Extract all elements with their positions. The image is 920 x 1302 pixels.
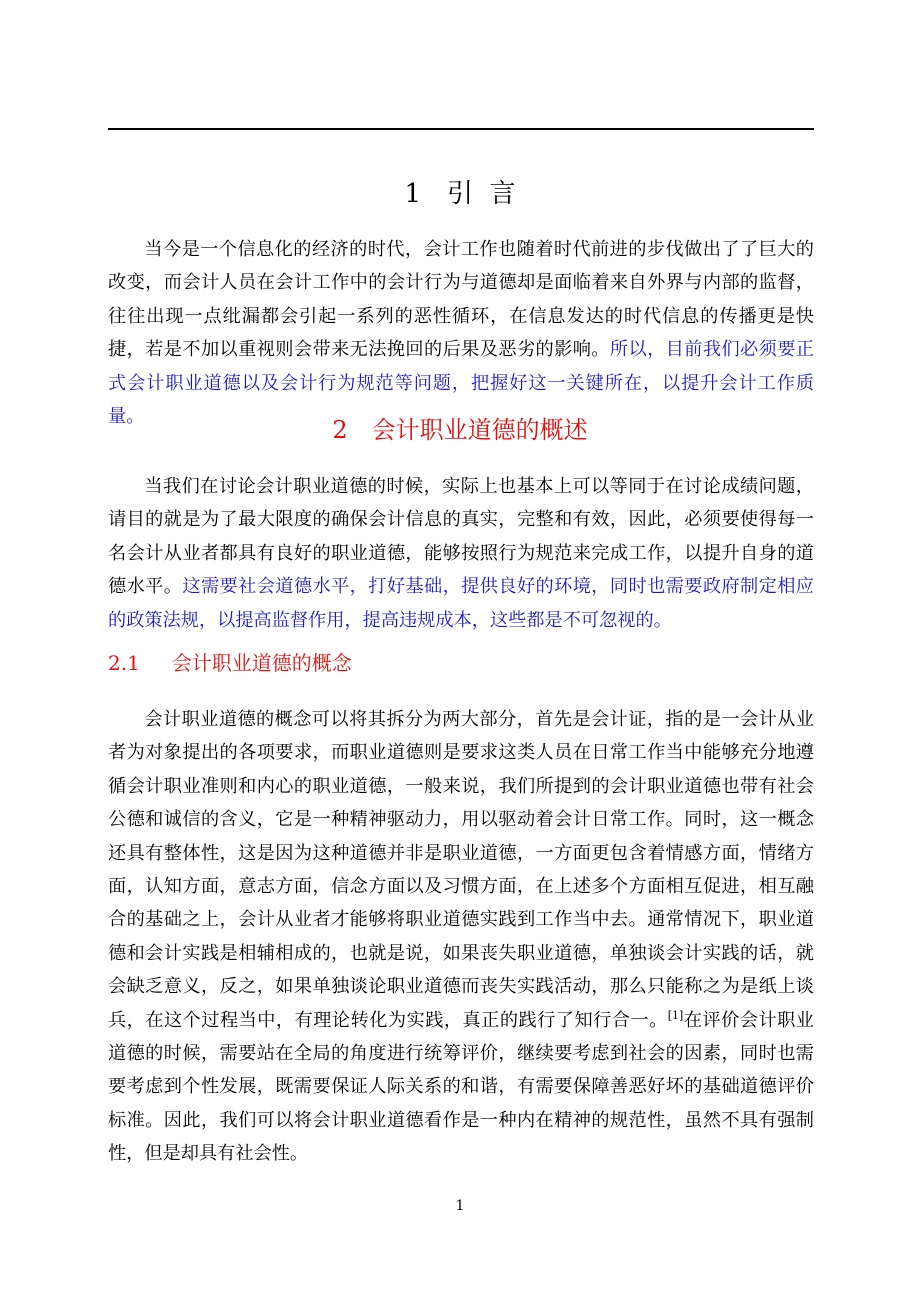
section-2-1-heading	[108, 646, 352, 680]
section-1-heading	[0, 176, 920, 212]
section-1-text-highlight: 所以，目前我们必须要正式会计职业道德以及会计行为规范等问题，把握好这一关键所在，以提升会计工作质量。	[108, 339, 814, 428]
section-2-text: 当我们在讨论会计职业道德的时候，实际上也基本上可以等同于在讨论成绩问题，请目的就是为了最大限度的确保会计信息的真实，完整和有效，因此，必须要使得每一名会计从业者都具有良好的职业道德，能够按照行为规范来完成工作，以提升自身的道德水平。	[108, 476, 814, 598]
section-1-title: 引 言	[447, 179, 516, 209]
section-2-paragraph	[108, 470, 814, 637]
page-number: 1	[455, 1198, 465, 1214]
section-2-1-paragraph	[108, 703, 814, 1171]
section-2-1-text-part2: 在评价会计职业道德的时候，需要站在全局的角度进行统筹评价，继续要考虑到社会的因素，同时也需要考虑到个性发展，既需要保证人际关系的和谐，有需要保障善恶好坏的基础道德评价标准。因此，我们可以将会计职业道德看作是一种内在精神的规范性，虽然不具有强制性，但是却具有社会性。	[108, 1009, 814, 1165]
section-1-text: 当今是一个信息化的经济的时代，会计工作也随着时代前进的步伐做出了了巨大的改变，而会计人员在会计工作中的会计行为与道德却是面临着来自外界与内部的监督，往往出现一点纰漏都会引起一系列的恶性循环，在信息发达的时代信息的传播更是快捷，若是不加以重视则会带来无法挽回的后果及恶劣的影响。	[108, 239, 814, 361]
header-rule	[108, 128, 814, 130]
section-2-1-text-part1: 会计职业道德的概念可以将其拆分为两大部分，首先是会计证，指的是一会计从业者为对象提出的各项要求，而职业道德则是要求这类人员在日常工作当中能够充分地遵循会计职业准则和内心的职业道德，一般来说，我们所提到的会计职业道德也带有社会公德和诚信的含义，它是一种精神驱动力，用以驱动着会计日常工作。同时，这一概念还具有整体性，这是因为这种道德并非是职业道德，一方面更包含着情感方面，情绪方面，认知方面，意志方面，信念方面以及习惯方面，在上述多个方面相互促进，相互融合的基础之上，会计从业者才能够将职业道德实践到工作当中去。通常情况下，职业道德和会计实践是相辅相成的，也就是说，如果丧失职业道德，单独谈会计实践的话，就会缺乏意义，反之，如果单独谈论职业道德而丧失实践活动，那么只能称之为是纸上谈兵，在这个过程当中，有理论转化为实践，真正的践行了知行合一。	[108, 709, 814, 1031]
section-2-text-highlight: 这需要社会道德水平，打好基础，提供良好的环境，同时也需要政府制定相应的政策法规，以提高监督作用，提高违规成本，这些都是不可忽视的。	[108, 576, 814, 631]
section-2-title: 会计职业道德的概述	[371, 416, 588, 444]
section-1-number: 1	[404, 179, 421, 209]
section-2-number: 2	[332, 416, 348, 444]
citation-marker[interactable]: [1]	[667, 1008, 684, 1022]
section-2-1-title: 会计职业道德的概念	[171, 651, 352, 675]
section-2-1-number: 2.1	[108, 651, 140, 675]
section-2-heading	[0, 410, 920, 450]
section-1-paragraph	[108, 233, 814, 433]
